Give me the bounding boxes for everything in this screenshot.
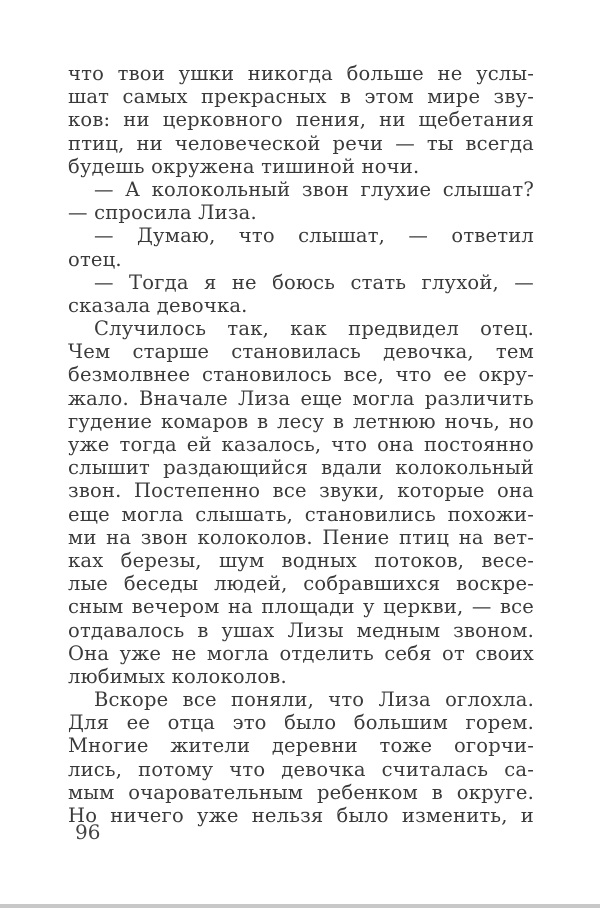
text-line: Вскоре все поняли, что Лиза оглохла. — [94, 688, 534, 712]
text-line: — Думаю, что слышат, — ответил — [94, 224, 534, 248]
text-line: Она уже не могла отделить себя от своих — [68, 641, 534, 665]
text-line: любимых колоколов. — [68, 664, 287, 688]
text-line: сным вечером на площади у церкви, — все — [68, 595, 534, 619]
text-line: гудение комаров в лесу в летнюю ночь, но — [68, 409, 534, 433]
text-line: жало. Вначале Лиза еще могла различить — [68, 386, 534, 410]
text-line: Многие жители деревни тоже огорчи- — [68, 734, 534, 758]
page-number: 96 — [75, 820, 101, 844]
text-line: Для ее отца это было большим горем. — [68, 711, 534, 735]
page-bottom-edge — [0, 904, 600, 908]
text-line: Случилось так, как предвидел отец. — [94, 317, 534, 341]
text-line: мым очаровательным ребенком в округе. — [68, 780, 534, 804]
text-line: Чем старше становилась девочка, тем — [68, 340, 534, 364]
text-line: отец. — [68, 247, 122, 271]
text-line: — Тогда я не боюсь стать глухой, — — [94, 270, 534, 294]
text-line: еще могла слышать, становились похожи- — [68, 502, 534, 526]
text-line: Но ничего уже нельзя было изменить, и — [68, 804, 534, 827]
text-line: — А колокольный звон глухие слышат? — [94, 177, 534, 201]
text-line: — спросила Лиза. — [68, 201, 257, 225]
text-line: отдавалось в ушах Лизы медным звоном. — [68, 618, 534, 642]
text-line: слышит раздающийся вдали колокольный — [68, 456, 534, 480]
text-line: шат самых прекрасных в этом мире зву- — [68, 85, 534, 109]
text-line: лые беседы людей, собравшихся воскре- — [68, 572, 534, 596]
text-line: звон. Постепенно все звуки, которые она — [68, 479, 534, 503]
text-line: уже тогда ей казалось, что она постоянно — [68, 433, 534, 456]
text-line: лись, потому что девочка считалась са- — [68, 757, 534, 781]
text-line: ках березы, шум водных потоков, весе- — [68, 548, 534, 572]
text-line: птиц, ни человеческой речи — ты всегда — [68, 131, 534, 155]
text-line: ков: ни церковного пения, ни щебетания — [68, 108, 534, 132]
text-line: ми на звон колоколов. Пение птиц на вет- — [68, 525, 534, 549]
text-line: сказала девочка. — [68, 293, 248, 317]
text-line: что твои ушки никогда больше не услы- — [68, 62, 534, 85]
text-line: безмолвнее становилось все, что ее окру- — [68, 363, 534, 387]
body-text — [68, 62, 534, 827]
text-line: будешь окружена тишиной ночи. — [68, 154, 420, 178]
